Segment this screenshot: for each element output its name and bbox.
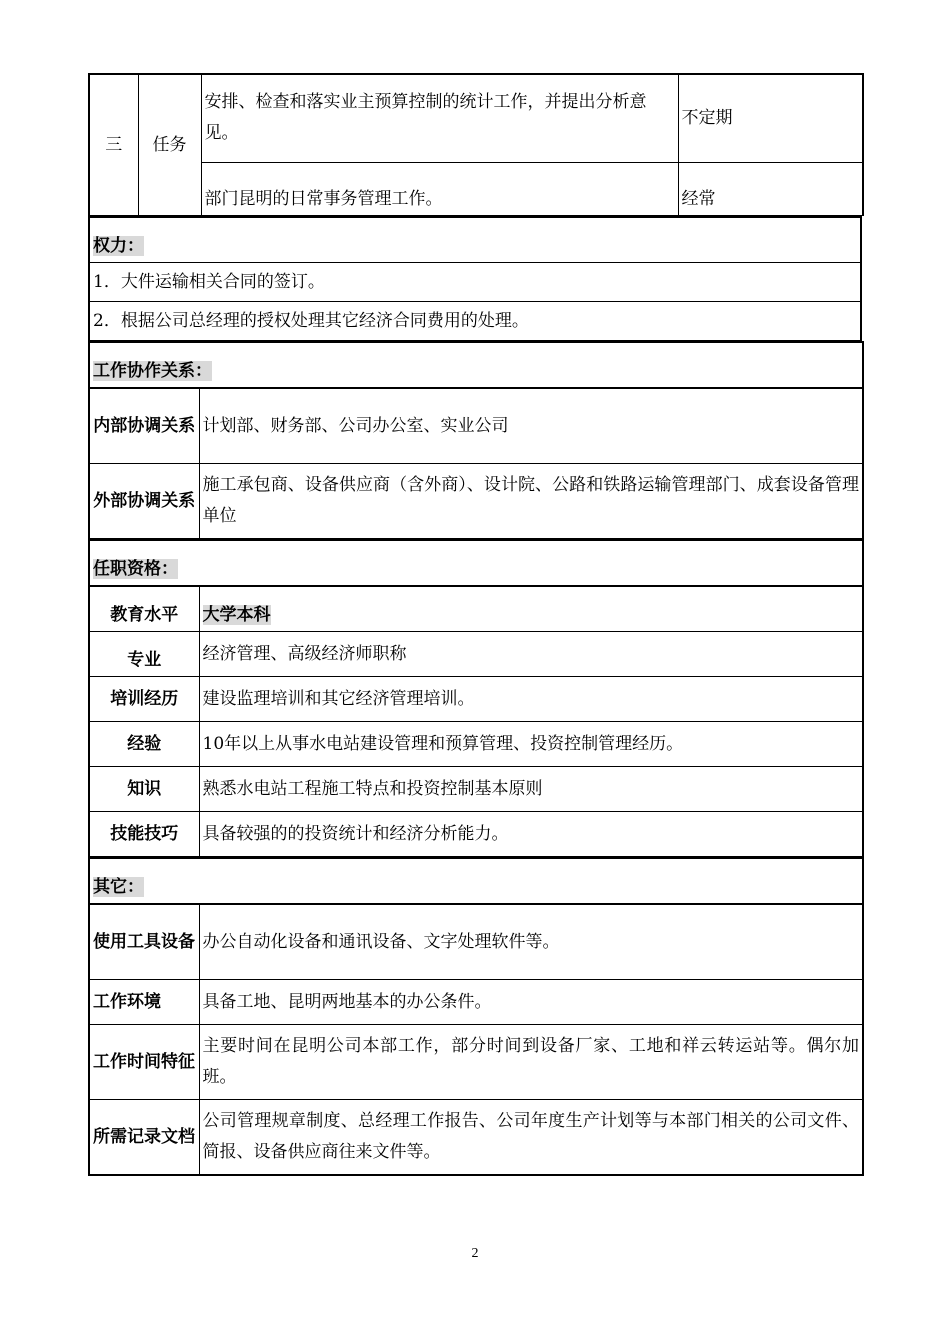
section-heading-cell bbox=[89, 217, 861, 263]
task-row bbox=[89, 74, 863, 162]
row-value: 办公自动化设备和通讯设备、文字处理软件等。 bbox=[199, 904, 863, 980]
task-label: 任务 bbox=[138, 74, 201, 216]
row-label: 工作环境 bbox=[89, 980, 199, 1025]
section-heading-cell bbox=[89, 540, 863, 586]
other-heading: 其它： bbox=[93, 877, 144, 897]
qualification-table bbox=[88, 539, 864, 857]
row-label: 外部协调关系 bbox=[89, 464, 199, 539]
collaboration-row bbox=[89, 464, 863, 539]
qualification-row bbox=[89, 812, 863, 857]
row-value-cell bbox=[199, 586, 863, 632]
row-value: 10年以上从事水电站建设管理和预算管理、投资控制管理经历。 bbox=[199, 722, 863, 767]
row-label: 工作时间特征 bbox=[89, 1025, 199, 1100]
task-content: 部门昆明的日常事务管理工作。 bbox=[201, 162, 678, 215]
qualification-row bbox=[89, 632, 863, 677]
row-label: 教育水平 bbox=[89, 586, 199, 632]
qualification-row bbox=[89, 677, 863, 722]
row-label: 内部协调关系 bbox=[89, 388, 199, 464]
row-value: 熟悉水电站工程施工特点和投资控制基本原则 bbox=[199, 767, 863, 812]
task-index: 三 bbox=[89, 74, 138, 216]
row-value: 建设监理培训和其它经济管理培训。 bbox=[199, 677, 863, 722]
row-label: 培训经历 bbox=[89, 677, 199, 722]
authority-table bbox=[88, 216, 862, 341]
collaboration-row bbox=[89, 388, 863, 464]
task-table bbox=[88, 73, 864, 216]
other-row bbox=[89, 1100, 863, 1176]
row-label: 技能技巧 bbox=[89, 812, 199, 857]
task-row bbox=[89, 162, 863, 215]
authority-item: 2．根据公司总经理的授权处理其它经济合同费用的处理。 bbox=[89, 302, 861, 341]
other-table bbox=[88, 857, 864, 1176]
qualification-row bbox=[89, 767, 863, 812]
section-heading-cell bbox=[89, 342, 863, 388]
row-value: 经济管理、高级经济师职称 bbox=[199, 632, 863, 677]
row-value: 施工承包商、设备供应商（含外商）、设计院、公路和铁路运输管理部门、成套设备管理单位 bbox=[199, 464, 863, 539]
authority-item: 1．大件运输相关合同的签订。 bbox=[89, 263, 861, 302]
row-label: 经验 bbox=[89, 722, 199, 767]
row-label: 所需记录文档 bbox=[89, 1100, 199, 1176]
section-heading-cell bbox=[89, 858, 863, 904]
row-value: 公司管理规章制度、总经理工作报告、公司年度生产计划等与本部门相关的公司文件、简报、设备供应商往来文件等。 bbox=[199, 1100, 863, 1176]
qualification-row bbox=[89, 722, 863, 767]
row-value: 具备较强的的投资统计和经济分析能力。 bbox=[199, 812, 863, 857]
other-row bbox=[89, 904, 863, 980]
row-label: 专业 bbox=[89, 632, 199, 677]
authority-heading: 权力： bbox=[93, 236, 144, 256]
collaboration-table bbox=[88, 341, 864, 539]
collaboration-heading: 工作协作关系： bbox=[93, 361, 212, 381]
row-label: 知识 bbox=[89, 767, 199, 812]
qualification-heading: 任职资格： bbox=[93, 559, 178, 579]
task-frequency: 经常 bbox=[678, 162, 863, 215]
job-description-sheet bbox=[88, 73, 862, 1176]
education-value: 大学本科 bbox=[202, 605, 271, 625]
row-value: 计划部、财务部、公司办公室、实业公司 bbox=[199, 388, 863, 464]
task-content: 安排、检查和落实业主预算控制的统计工作，并提出分析意见。 bbox=[201, 74, 678, 162]
qualification-row bbox=[89, 586, 863, 632]
row-label: 使用工具设备 bbox=[89, 904, 199, 980]
row-value: 具备工地、昆明两地基本的办公条件。 bbox=[199, 980, 863, 1025]
other-row bbox=[89, 1025, 863, 1100]
task-frequency: 不定期 bbox=[678, 74, 863, 162]
page-number: 2 bbox=[471, 1246, 479, 1261]
row-value: 主要时间在昆明公司本部工作，部分时间到设备厂家、工地和祥云转运站等。偶尔加班。 bbox=[199, 1025, 863, 1100]
other-row bbox=[89, 980, 863, 1025]
